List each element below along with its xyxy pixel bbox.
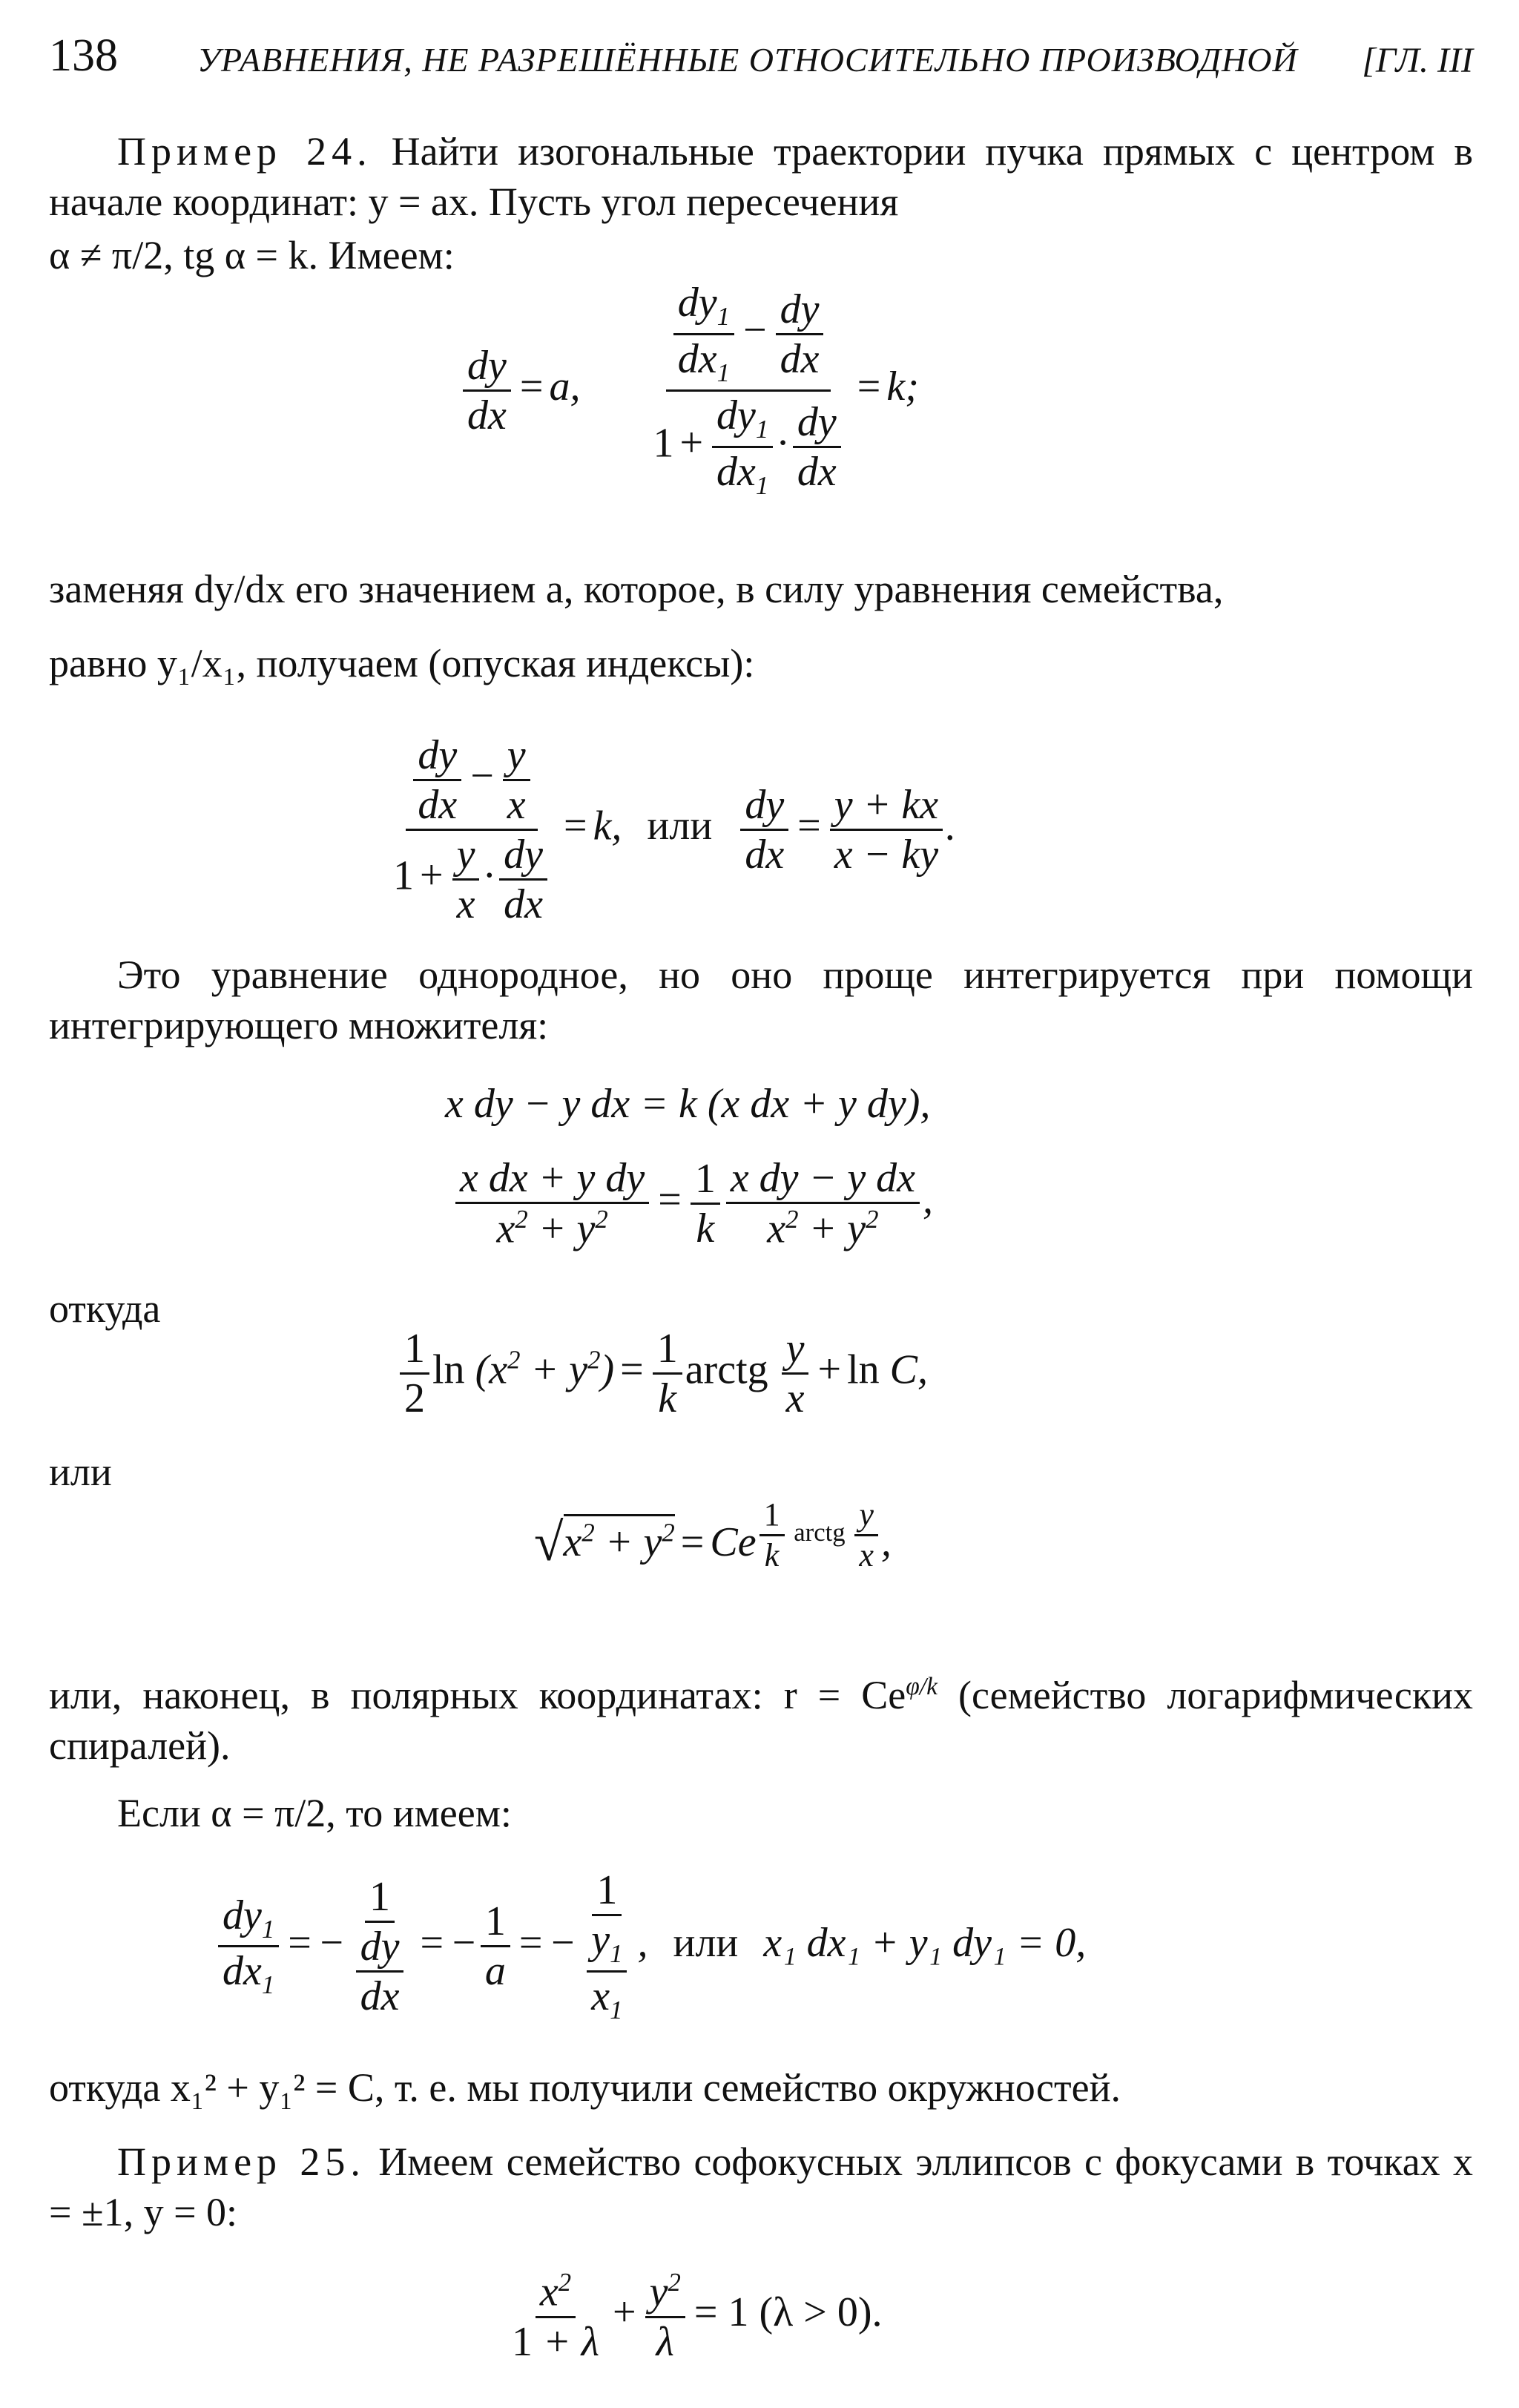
paragraph-polar: или, наконец, в полярных координатах: $r = Ce^{\varphi/k}$ (семейство логарифмических спиралей). <box>49 1673 1473 1768</box>
page-header <box>49 30 1473 82</box>
equation-exponential: $√x^2 + y^2 = Ce$ $^{\frac{1}{k} arctg \frac{y}{x}}$ , <box>534 1496 892 1573</box>
equation-derivative-tangent: $\frac{dy}{dx}$ = a, $\frac{dy_1}{dx_1}$ − $\frac{dy}{dx}$ 1 + $\frac{dy_1}{dx_1}$ · $\frac{dy}{dx}$ = k; <box>460 282 919 499</box>
equation-multiplier-2: $\frac{\text{x dx + y dy}}{x^2 + y^2}$ = $\frac{1}{k}$ $\frac{\text{x dy − y dx}}{x^2 + y^2}$ , <box>452 1157 933 1250</box>
example-24-statement <box>49 126 1473 227</box>
paragraph-circles: откуда x₁² + y₁² = C, т. е. мы получили семейство окружностей. <box>49 2065 1121 2110</box>
equation-ellipse: $\frac{x^2}{1 + \lambda}$ + $\frac{y^2}{\lambda}$ = 1 (λ > 0). <box>512 2268 883 2365</box>
example-25-label: Пример 25. <box>117 2139 366 2184</box>
paragraph-if-right-angle: Если α = π/2, то имеем: <box>117 1791 512 1835</box>
word-or: или <box>49 1450 112 1494</box>
running-title: УРАВНЕНИЯ, НЕ РАЗРЕШЁННЫЕ ОТНОСИТЕЛЬНО ПРОИЗВОДНОЙ <box>197 41 1298 79</box>
paragraph-equal: равно y₁/x₁, получаем (опуская индексы): <box>49 641 755 685</box>
equation-log-integral: $\frac{1}{2}$ $\ln (x^2 + y^2)$ = $\frac{1}{k}$ arctg $\frac{y}{x}$ + ln C, <box>397 1328 928 1419</box>
example-25-text: Имеем семейство софокусных эллипсов с фокусами в точках x = ±1, y = 0: <box>49 2139 1473 2234</box>
example-25-statement <box>49 2136 1473 2237</box>
equation-isogonal: $\frac{dy}{dx}$ − $\frac{y}{x}$ 1 + $\frac{y}{x}$ · $\frac{dy}{dx}$ = k, или $\frac{dy}{dx}$ = $\frac{y + kx}{x - ky}$ . <box>393 732 957 927</box>
word-whence: откуда <box>49 1286 161 1331</box>
paragraph-replace: заменяя dy/dx его значением a, которое, в силу уравнения семейства, <box>49 567 1224 611</box>
page-number: 138 <box>49 30 118 81</box>
equation-multiplier-1: x dy − y dx = k (x dx + y dy), <box>445 1081 931 1127</box>
paragraph-homogeneous: Это уравнение однородное, но оно проще интегрируется при помощи интегрирующего множителя: <box>49 953 1473 1047</box>
example-24-label: Пример 24. <box>117 129 372 174</box>
equation-circle-derivation: $\frac{dy_1}{dx_1}$ = − 1 $\frac{dy}{dx}$ = − $\frac{1}{a}$ = − $\frac{1}{\frac{y_1}{x_1}}$ , или x₁ dx₁ + y₁ dy₁ = 0, <box>215 1869 1086 2024</box>
example-24-condition: α ≠ π/2, tg α = k. Имеем: <box>49 233 455 277</box>
chapter-marker: [ГЛ. III <box>1362 41 1473 80</box>
example-24-text: Найти изогональные траектории пучка прямых с центром в начале координат: y = ax. Пусть угол пересечения <box>49 129 1473 224</box>
